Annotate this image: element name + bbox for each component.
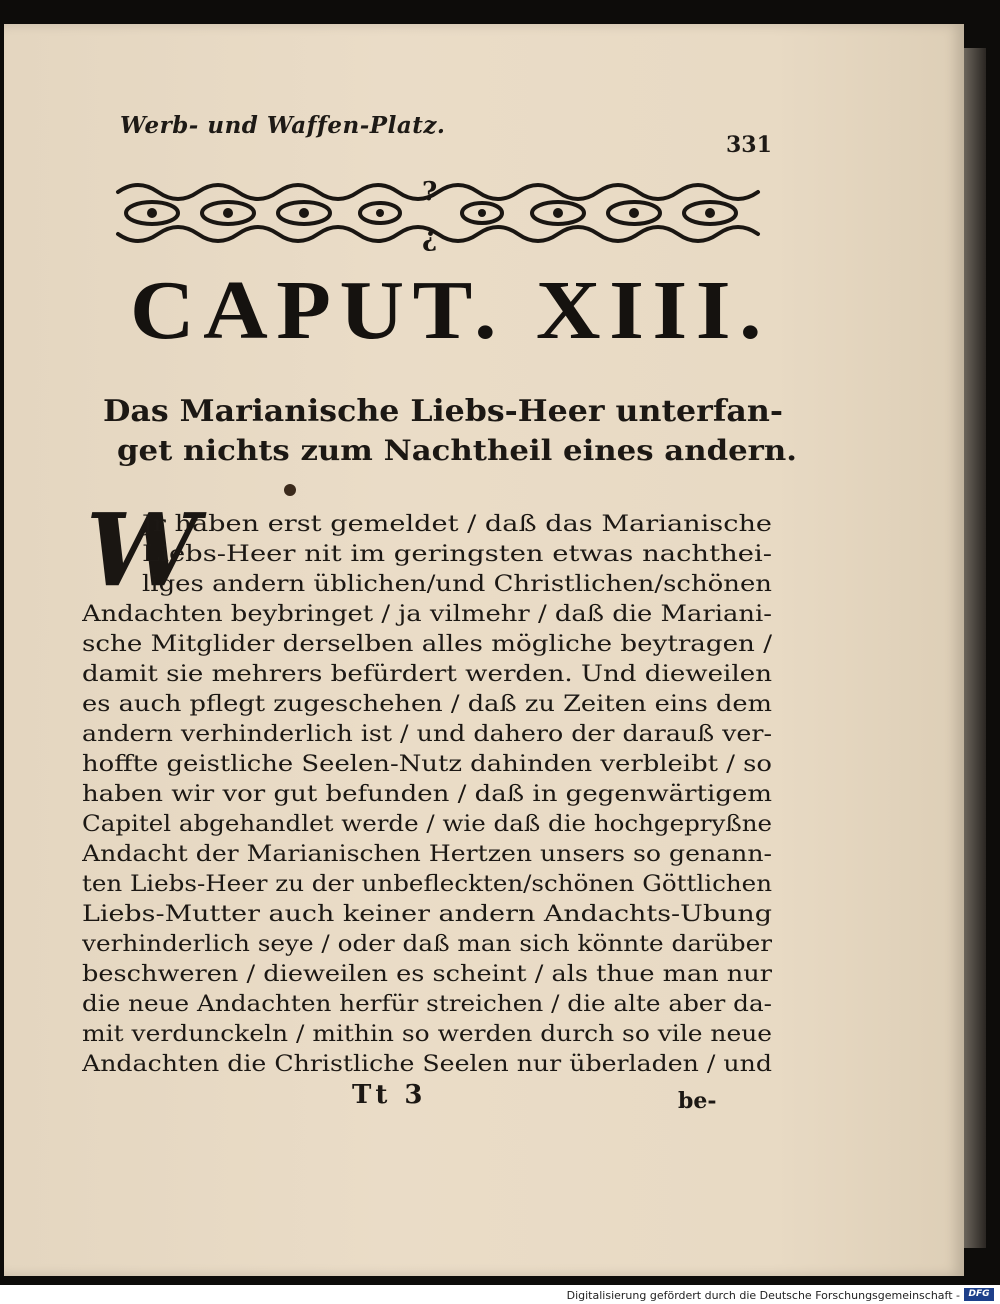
ink-dot (284, 484, 296, 496)
ornamental-border (110, 172, 762, 254)
text-line: andern verhinderlich ist / und dahero der darauß ver- (82, 722, 772, 747)
page-number: 331 (726, 132, 772, 158)
text-line: Andachten beybringet / ja vilmehr / daß die Mariani- (82, 602, 772, 627)
running-head: Werb- und Waffen-Platz. (120, 112, 446, 139)
text-line: Liebs-Heer nit im geringsten etwas nachthei- (142, 542, 772, 567)
heading-line-1: Das Marianische Liebs-Heer unterfan- (103, 394, 784, 429)
text-line: Andacht der Marianischen Hertzen unsers so genann- (82, 842, 772, 867)
drop-capital: W (86, 491, 199, 609)
catchword: be- (678, 1088, 717, 1114)
text-line: Andachten die Christliche Seelen nur überladen / und (82, 1052, 772, 1077)
svg-text:?: ? (422, 177, 438, 207)
chapter-heading (86, 392, 797, 470)
text-line: haben wir vor gut befunden / daß in gegenwärtigem (82, 782, 772, 807)
text-line: liges andern üblichen/und Christlichen/schönen (142, 572, 772, 597)
text-line: mit verdunckeln / mithin so werden durch so vile neue (82, 1022, 772, 1047)
text-line: die neue Andachten herfür streichen / die alte aber da- (82, 992, 772, 1017)
signature-mark: Tt 3 (352, 1080, 427, 1110)
chapter-title: CAPUT. XIII. (130, 264, 770, 357)
text-line: Liebs-Mutter auch keiner andern Andachts-Ubung (82, 902, 772, 927)
text-line: Capitel abgehandlet werde / wie daß die hochgepryßne (82, 812, 772, 837)
text-line: hoffte geistliche Seelen-Nutz dahinden verbleibt / so (82, 752, 772, 777)
text-line: verhinderlich seye / oder daß man sich könnte darüber (82, 932, 772, 957)
text-line: sche Mitglider derselben alles mögliche beytragen / (82, 632, 772, 657)
footer-credit: Digitalisierung gefördert durch die Deutsche Forschungsgemeinschaft - (566, 1289, 960, 1302)
dfg-logo: DFG (964, 1288, 994, 1301)
text-line: Jr haben erst gemeldet / daß das Marianische (142, 512, 772, 537)
page-edge (964, 48, 986, 1248)
body-text (82, 510, 772, 1080)
heading-line-2: get nichts zum Nachtheil eines andern. (116, 434, 797, 467)
svg-text:¿: ¿ (422, 223, 438, 253)
text-line: beschweren / dieweilen es scheint / als thue man nur (82, 962, 772, 987)
text-line: es auch pflegt zugeschehen / daß zu Zeiten eins dem (82, 692, 772, 717)
text-line: ten Liebs-Heer zu der unbefleckten/schönen Göttlichen (82, 872, 772, 897)
text-line: damit sie mehrers befürdert werden. Und dieweilen (82, 662, 772, 687)
